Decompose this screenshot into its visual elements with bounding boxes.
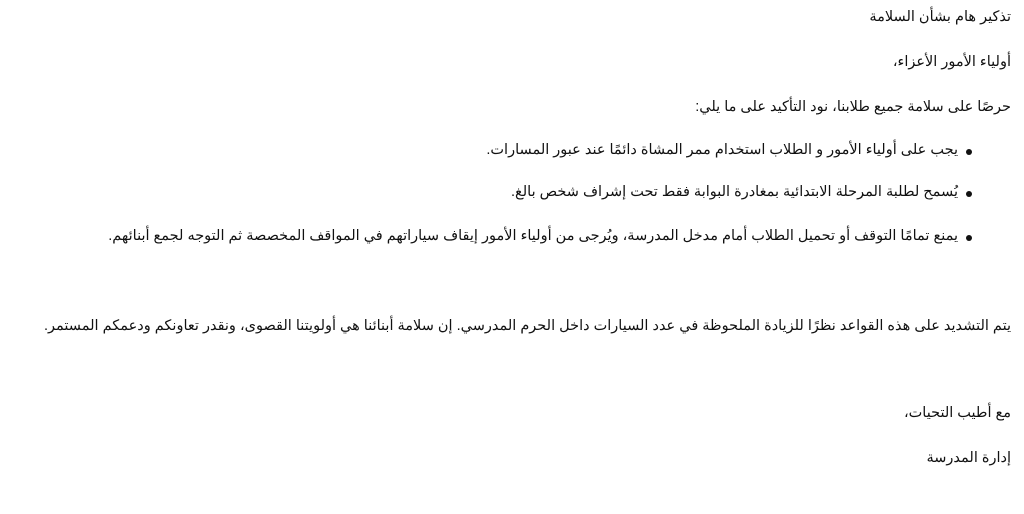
bullet-point-icon — [966, 191, 972, 197]
signature-line: إدارة المدرسة — [926, 450, 1011, 466]
body-paragraph: يتم التشديد على هذه القواعد نظرًا للزيادة الملحوظة في عدد السيارات داخل الحرم المدرسي. إن سلامة أبنائنا هي أولويتنا القصوى، ونقدر تعاونكم ودعمكم المستمر. — [44, 318, 1011, 334]
bullet-item-3: يمنع تمامًا التوقف أو تحميل الطلاب أمام مدخل المدرسة، ويُرجى من أولياء الأمور إيقاف سياراتهم في المواقف المخصصة ثم التوجه لجمع أبنائهم. — [108, 228, 958, 244]
document-title: تذكير هام بشأن السلامة — [869, 9, 1011, 25]
bullet-point-icon — [966, 149, 972, 155]
intro-line: حرصًا على سلامة جميع طلابنا، نود التأكيد على ما يلي: — [695, 99, 1011, 115]
bullet-item-2: يُسمح لطلبة المرحلة الابتدائية بمغادرة البوابة فقط تحت إشراف شخص بالغ. — [511, 184, 958, 200]
closing-line: مع أطيب التحيات، — [903, 405, 1011, 421]
greeting-line: أولياء الأمور الأعزاء، — [892, 54, 1011, 70]
bullet-item-1: يجب على أولياء الأمور و الطلاب استخدام ممر المشاة دائمًا عند عبور المسارات. — [486, 142, 958, 158]
bullet-point-icon — [966, 235, 972, 241]
